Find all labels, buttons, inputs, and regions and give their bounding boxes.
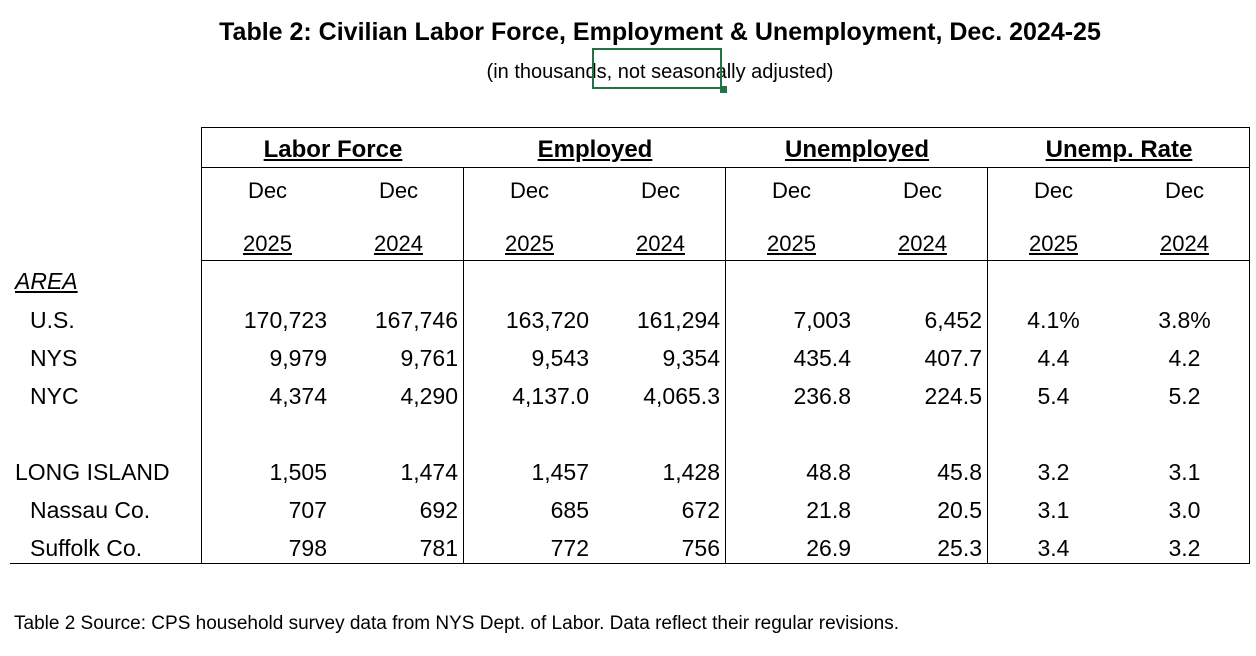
group-header-unemp-rate: Unemp. Rate	[1045, 136, 1193, 163]
column-month-label: Dec	[378, 178, 419, 203]
table-cell-rate: 4.4	[1037, 345, 1070, 371]
row-label: NYC	[30, 383, 79, 409]
column-year-label: 2024	[636, 231, 685, 256]
column-month-label: Dec	[640, 178, 681, 203]
table-cell: 707	[288, 497, 327, 523]
table-cell: 161,294	[636, 307, 720, 333]
table-cell: 224.5	[924, 383, 982, 409]
column-divider	[463, 167, 464, 564]
table-cell-rate: 3.4	[1037, 535, 1070, 561]
fill-handle[interactable]	[720, 86, 727, 93]
table-cell-rate: 5.2	[1168, 383, 1201, 409]
column-year-label: 2025	[767, 231, 816, 256]
table-cell: 4,290	[400, 383, 458, 409]
table-cell: 4,374	[269, 383, 327, 409]
table-cell: 9,979	[269, 345, 327, 371]
table-cell: 6,452	[924, 307, 982, 333]
column-month-label: Dec	[247, 178, 288, 203]
table-cell: 407.7	[924, 345, 982, 371]
table-subtitle: (in thousands, not seasonally adjusted)	[486, 61, 834, 83]
table-cell: 1,505	[269, 459, 327, 485]
table-top-border	[201, 127, 1250, 128]
table-cell: 1,428	[662, 459, 720, 485]
table-cell: 20.5	[937, 497, 982, 523]
group-header-employed: Employed	[537, 136, 653, 163]
table-cell: 692	[419, 497, 458, 523]
table-cell: 21.8	[806, 497, 851, 523]
table-cell-rate: 3.2	[1168, 535, 1201, 561]
table-cell: 756	[681, 535, 720, 561]
table-cell: 672	[681, 497, 720, 523]
column-year-label: 2025	[505, 231, 554, 256]
column-year-label: 2025	[1029, 231, 1078, 256]
row-label: U.S.	[30, 307, 75, 333]
table-cell-rate: 3.8%	[1158, 307, 1211, 333]
source-note: Table 2 Source: CPS household survey data from NYS Dept. of Labor. Data reflect their regular revisions.	[14, 613, 900, 634]
table-cell: 1,474	[400, 459, 458, 485]
table-cell-rate: 4.1%	[1027, 307, 1080, 333]
table-cell: 1,457	[531, 459, 589, 485]
table-cell-rate: 3.1	[1037, 497, 1070, 523]
table-cell: 236.8	[793, 383, 851, 409]
column-year-label: 2024	[1160, 231, 1209, 256]
table-bottom-border	[10, 563, 1250, 564]
row-label: NYS	[30, 345, 78, 371]
table-cell: 798	[288, 535, 327, 561]
table-cell: 435.4	[793, 345, 851, 371]
column-divider	[725, 167, 726, 564]
table-cell-rate: 4.2	[1168, 345, 1201, 371]
column-month-label: Dec	[1033, 178, 1074, 203]
table-cell: 48.8	[806, 459, 851, 485]
column-month-label: Dec	[509, 178, 550, 203]
selected-cell-outline[interactable]	[592, 48, 722, 89]
table-cell: 45.8	[937, 459, 982, 485]
column-year-label: 2024	[374, 231, 423, 256]
table-cell: 7,003	[793, 307, 851, 333]
table-cell: 685	[550, 497, 589, 523]
group-header-labor-force: Labor Force	[263, 136, 403, 163]
row-label: Nassau Co.	[30, 497, 151, 523]
table-cell: 4,137.0	[512, 383, 589, 409]
table-cell: 167,746	[374, 307, 458, 333]
column-year-label: 2025	[243, 231, 292, 256]
table-title: Table 2: Civilian Labor Force, Employment & Unemployment, Dec. 2024-25	[219, 18, 1101, 46]
table-cell: 25.3	[937, 535, 982, 561]
column-month-label: Dec	[902, 178, 943, 203]
row-label: LONG ISLAND	[15, 459, 170, 485]
table-cell: 772	[550, 535, 589, 561]
table-cell-rate: 3.2	[1037, 459, 1070, 485]
table-cell: 163,720	[505, 307, 589, 333]
table-cell-rate: 3.0	[1168, 497, 1201, 523]
table-cell-rate: 3.1	[1168, 459, 1201, 485]
group-header-unemployed: Unemployed	[784, 136, 930, 163]
column-month-label: Dec	[771, 178, 812, 203]
column-month-label: Dec	[1164, 178, 1205, 203]
table-cell: 9,761	[400, 345, 458, 371]
table-cell-rate: 5.4	[1037, 383, 1070, 409]
table-cell: 9,354	[662, 345, 720, 371]
table-cell: 9,543	[531, 345, 589, 371]
table-cell: 170,723	[243, 307, 327, 333]
row-label: Suffolk Co.	[30, 535, 143, 561]
table-cell: 4,065.3	[643, 383, 720, 409]
area-header: AREA	[15, 268, 78, 294]
column-year-label: 2024	[898, 231, 947, 256]
table-cell: 26.9	[806, 535, 851, 561]
table-cell: 781	[419, 535, 458, 561]
